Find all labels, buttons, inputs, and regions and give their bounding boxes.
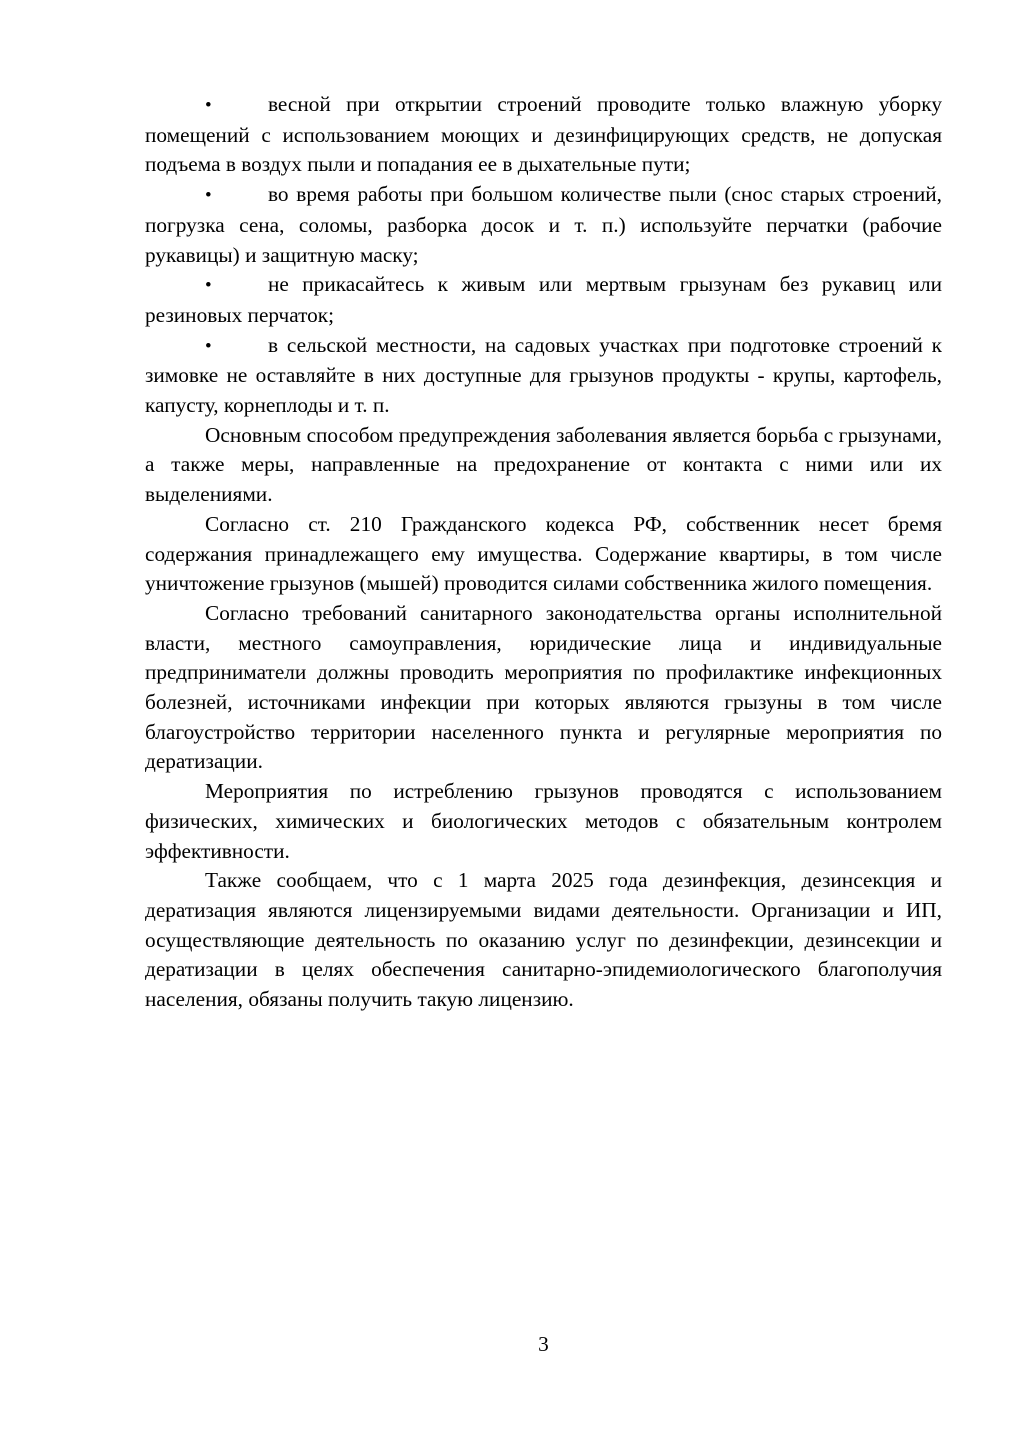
page-number: 3 <box>538 1332 549 1356</box>
bullet-text: не прикасайтесь к живым или мертвым грызунам без рукавиц или резиновых перчаток; <box>145 272 942 327</box>
paragraph: Мероприятия по истреблению грызунов проводятся с использованием физических, химических и биологических методов с обязательным контролем эффективности. <box>145 779 942 863</box>
bullet-text: весной при открытии строений проводите только влажную уборку помещений с использованием моющих и дезинфицирующих средств, не допуская подъема в воздух пыли и попадания ее в дыхательные пути; <box>145 92 942 177</box>
document-body <box>145 90 942 1015</box>
bullet-item <box>145 270 942 330</box>
bullet-icon: • <box>205 95 212 116</box>
bullet-item <box>145 90 942 180</box>
bullet-icon: • <box>205 185 212 207</box>
paragraph: Также сообщаем, что с 1 марта 2025 года дезинфекция, дезинсекция и дератизация являются лицензируемыми видами деятельности. Организации и ИП, осуществляющие деятельность по оказанию услуг по дезинфекции, дезинсекции и дератизации в целях обеспечения санитарно-эпидемиологического благополучия населения, обязаны получить такую лицензию. <box>145 868 942 1012</box>
paragraph: Основным способом предупреждения заболевания является борьба с грызунами, а также меры, направленные на предохранение от контакта с ними или их выделениями. <box>145 422 942 507</box>
bullet-text: в сельской местности, на садовых участках при подготовке строений к зимовке не оставляйте в них доступные для грызунов продукты - крупы, картофель, капусту, корнеплоды и т. п. <box>145 332 942 418</box>
bullet-item <box>145 331 942 421</box>
bullet-text: во время работы при большом количестве пыли (снос старых строений, погрузка сена, соломы, разборка досок и т. п.) используйте перчатки (рабочие рукавицы) и защитную маску; <box>145 182 942 267</box>
bullet-icon: • <box>205 335 212 357</box>
paragraph: Согласно ст. 210 Гражданского кодекса РФ, собственник несет бремя содержания принадлежащего ему имущества. Содержание квартиры, в том числе уничтожение грызунов (мышей) проводится силами собственника жилого помещения. <box>145 511 942 596</box>
bullet-icon: • <box>205 275 212 297</box>
paragraph: Согласно требований санитарного законодательства органы исполнительной власти, местного самоуправления, юридические лица и индивидуальные предприниматели должны проводить мероприятия по профилактике инфекционных болезней, источниками инфекции при которых являются грызуны в том числе благоустройство территории населенного пункта и регулярные мероприятия по дератизации. <box>145 600 942 774</box>
bullet-item <box>145 180 942 270</box>
